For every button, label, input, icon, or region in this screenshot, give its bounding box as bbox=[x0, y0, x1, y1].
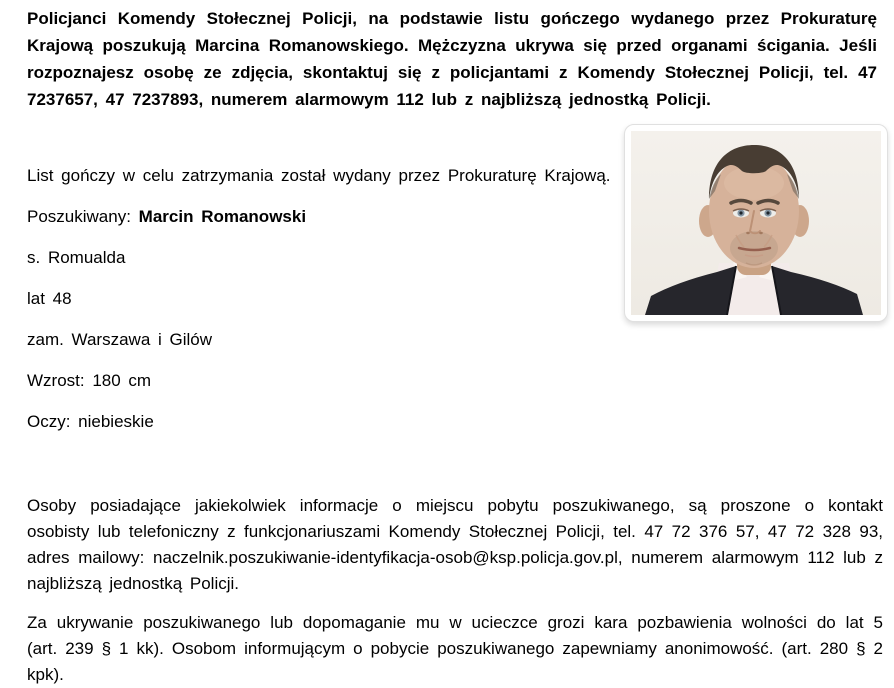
contact-info-paragraph: Osoby posiadające jakiekolwiek informacje o miejscu pobytu poszukiwanego, są proszone o kontakt osobisty lub telefoniczny z funkcjonariuszami Komendy Stołecznej Policji, tel. 47 72 376 57, 47 72 328 93, adres mailowy: naczelnik.poszukiwanie-identyfikacja-osob@ksp.policja.gov.pl, numerem alarmowym 112 lub z najbliższą jednostką Policji. bbox=[27, 496, 883, 593]
issued-by-line: List gończy w celu zatrzymania został wydany przez Prokuraturę Krajową. bbox=[27, 166, 611, 185]
wanted-person-photo-card bbox=[624, 124, 888, 322]
wanted-person-portrait-icon bbox=[631, 131, 881, 315]
wanted-label: Poszukiwany: bbox=[27, 207, 131, 226]
alert-paragraph: Policjanci Komendy Stołecznej Policji, na podstawie listu gończego wydanego przez Prokuraturę Krajową poszukują Marcina Romanowskiego. Mężczyzna ukrywa się przed organami ścigania. Jeśli rozpoznajesz osobę ze zdjęcia, skontaktuj się z policjantami z Komendy Stołecznej Policji, tel. 47 7237657, 47 7237893, numerem alarmowym 112 lub z najbliższą jednostką Policji. bbox=[27, 9, 877, 109]
legal-warning-paragraph: Za ukrywanie poszukiwanego lub dopomaganie mu w ucieczce grozi kara pozbawienia wolności do lat 5 (art. 239 § 1 kk). Osobom informującym o pobycie poszukiwanego zapewniamy anonimowość. (art. 280 § 2 kpk). bbox=[27, 613, 883, 684]
height-line: Wzrost: 180 cm bbox=[27, 371, 152, 390]
residence-line: zam. Warszawa i Gilów bbox=[27, 330, 213, 349]
wanted-name: Marcin Romanowski bbox=[138, 207, 307, 226]
wanted-person-photo bbox=[631, 131, 881, 315]
eye-color-line: Oczy: niebieskie bbox=[27, 412, 154, 431]
father-name-line: s. Romualda bbox=[27, 248, 126, 267]
age-line: lat 48 bbox=[27, 289, 72, 308]
